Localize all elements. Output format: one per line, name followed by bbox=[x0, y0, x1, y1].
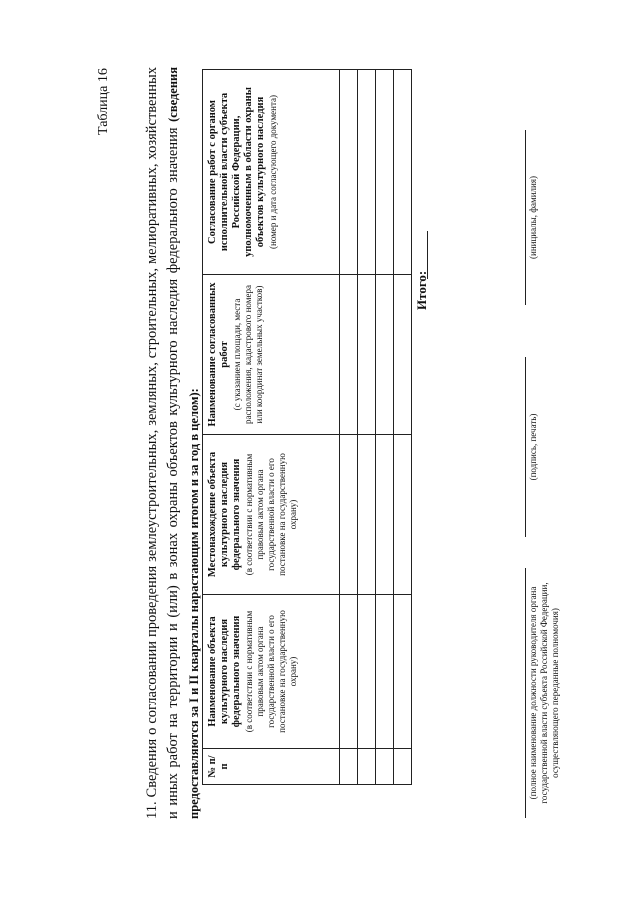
total-value-line bbox=[427, 231, 428, 279]
table-row bbox=[358, 70, 376, 785]
table-cell bbox=[394, 435, 412, 595]
table-row bbox=[394, 70, 412, 785]
official-signature-line bbox=[525, 568, 526, 818]
table-number: Таблица 16 bbox=[96, 68, 111, 135]
table-row bbox=[376, 70, 394, 785]
table-cell bbox=[394, 595, 412, 749]
table-cell bbox=[358, 435, 376, 595]
column-header-object-location: Местонахождение объекта культурного наследия федерального значения (в соответствии с нормативным правовым актом органа государственной власти о его постановке на государственную охрану) bbox=[203, 435, 340, 595]
column-header-works: Наименование согласованных работ (с указанием площади, места расположения, кадастрового номера или координат земельных участков) bbox=[203, 275, 340, 435]
table-cell bbox=[340, 70, 358, 275]
total-label: Итого: bbox=[414, 270, 429, 310]
table-cell bbox=[340, 435, 358, 595]
table-cell bbox=[340, 275, 358, 435]
table-cell bbox=[358, 595, 376, 749]
table-cell bbox=[376, 70, 394, 275]
section-heading bbox=[142, 67, 205, 819]
table-cell bbox=[376, 749, 394, 785]
column-header-approval: Согласование работ с органом исполнительной власти субъекта Российской Федерации, уполномоченным в области охраны объектов культурного наследия (номер и дата согласующего документа) bbox=[203, 70, 340, 275]
table-header-row bbox=[203, 70, 340, 785]
data-table bbox=[202, 69, 412, 785]
name-caption: (инициалы, фамилия) bbox=[528, 176, 538, 259]
table-cell bbox=[394, 70, 412, 275]
table-cell bbox=[358, 70, 376, 275]
table-cell bbox=[358, 749, 376, 785]
column-header-object-name: Наименование объекта культурного наследия федерального значения (в соответствии с нормативным правовым актом органа государственной власти о его постановке на государственную охрану) bbox=[203, 595, 340, 749]
signature-caption: (подпись, печать) bbox=[528, 413, 538, 481]
name-signature-line bbox=[525, 130, 526, 305]
table-cell bbox=[376, 435, 394, 595]
table-cell bbox=[340, 749, 358, 785]
table-row bbox=[340, 70, 358, 785]
table-cell bbox=[394, 749, 412, 785]
official-caption: (полное наименование должности руководителя органа государственной власти субъекта Российской Федерации, осуществляющего переданные полномочия) bbox=[528, 582, 560, 804]
table-cell bbox=[394, 275, 412, 435]
heading-note: (сведения предоставляются за I и II кварталы нарастающим итогом и за год в целом): bbox=[166, 66, 201, 819]
table-cell bbox=[376, 275, 394, 435]
table-cell bbox=[358, 275, 376, 435]
heading-main: 11. Сведения о согласовании проведения землеустроительных, земляных, строительных, мелиоративных, хозяйственных и иных работ на территории и (или) в зонах охраны объектов культурного наследия федерального значения bbox=[144, 67, 181, 819]
table-cell bbox=[376, 595, 394, 749]
table-cell bbox=[340, 595, 358, 749]
column-header-number: № п/п bbox=[203, 749, 340, 785]
signature-line bbox=[525, 357, 526, 537]
